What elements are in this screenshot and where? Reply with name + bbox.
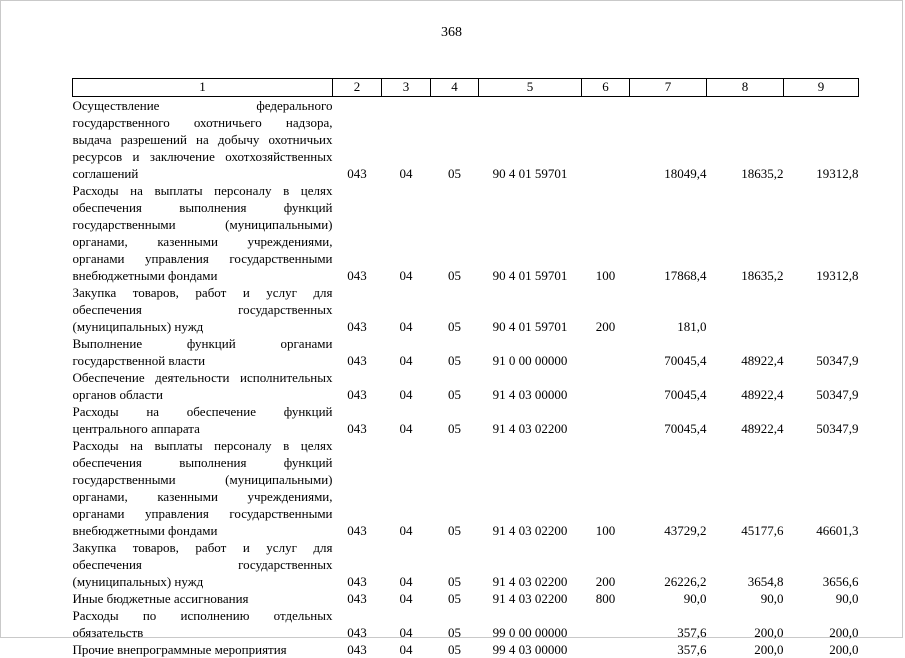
column-header-3: 3 [382, 79, 431, 97]
cell-col-2: 043 [333, 437, 382, 539]
cell-col-8: 48922,4 [707, 403, 784, 437]
cell-col-1: Осуществление федерального государственного охотничьего надзора, выдача разрешений на добычу охотничьих ресурсов и заключение охотхозяйственных соглашений [73, 97, 333, 183]
cell-col-8: 45177,6 [707, 437, 784, 539]
cell-col-2: 043 [333, 97, 382, 183]
cell-col-9: 46601,3 [784, 437, 859, 539]
cell-col-1: Прочие внепрограммные мероприятия [73, 641, 333, 658]
column-header-9: 9 [784, 79, 859, 97]
cell-col-1: Закупка товаров, работ и услуг для обеспечения государственных (муниципальных) нужд [73, 539, 333, 590]
cell-col-9: 50347,9 [784, 403, 859, 437]
cell-col-5: 91 4 03 02200 [479, 403, 582, 437]
table-row [73, 607, 859, 641]
table-row [73, 97, 859, 183]
cell-col-3: 04 [382, 97, 431, 183]
cell-col-4: 05 [431, 641, 479, 658]
cell-col-3: 04 [382, 369, 431, 403]
cell-col-8: 200,0 [707, 607, 784, 641]
cell-col-9 [784, 284, 859, 335]
cell-col-6: 800 [582, 590, 630, 607]
table-row [73, 590, 859, 607]
cell-col-7: 70045,4 [630, 335, 707, 369]
table-row [73, 539, 859, 590]
cell-col-7: 43729,2 [630, 437, 707, 539]
cell-col-1: Выполнение функций органами государственной власти [73, 335, 333, 369]
cell-col-4: 05 [431, 539, 479, 590]
cell-col-6 [582, 369, 630, 403]
table-row [73, 403, 859, 437]
cell-col-4: 05 [431, 369, 479, 403]
cell-col-6 [582, 607, 630, 641]
cell-col-5: 91 4 03 00000 [479, 369, 582, 403]
cell-col-5: 91 4 03 02200 [479, 590, 582, 607]
cell-col-5: 90 4 01 59701 [479, 284, 582, 335]
column-header-4: 4 [431, 79, 479, 97]
cell-col-4: 05 [431, 607, 479, 641]
cell-col-8: 3654,8 [707, 539, 784, 590]
table-body [73, 97, 859, 658]
cell-col-3: 04 [382, 590, 431, 607]
cell-col-6: 200 [582, 284, 630, 335]
page-number: 368 [1, 25, 902, 41]
cell-col-5: 91 4 03 02200 [479, 437, 582, 539]
cell-col-8: 48922,4 [707, 335, 784, 369]
cell-col-6: 200 [582, 539, 630, 590]
table-row [73, 284, 859, 335]
cell-col-4: 05 [431, 403, 479, 437]
cell-col-7: 357,6 [630, 641, 707, 658]
cell-col-2: 043 [333, 369, 382, 403]
cell-col-1: Закупка товаров, работ и услуг для обеспечения государственных (муниципальных) нужд [73, 284, 333, 335]
cell-col-9: 3656,6 [784, 539, 859, 590]
cell-col-9: 200,0 [784, 641, 859, 658]
cell-col-1: Обеспечение деятельности исполнительных органов области [73, 369, 333, 403]
cell-col-2: 043 [333, 590, 382, 607]
table-row [73, 641, 859, 658]
cell-col-5: 91 0 00 00000 [479, 335, 582, 369]
cell-col-1: Иные бюджетные ассигнования [73, 590, 333, 607]
cell-col-3: 04 [382, 641, 431, 658]
cell-col-8: 18635,2 [707, 97, 784, 183]
cell-col-9: 19312,8 [784, 97, 859, 183]
cell-col-9: 50347,9 [784, 369, 859, 403]
cell-col-3: 04 [382, 182, 431, 284]
cell-col-3: 04 [382, 335, 431, 369]
cell-col-7: 90,0 [630, 590, 707, 607]
cell-col-5: 91 4 03 02200 [479, 539, 582, 590]
cell-col-6 [582, 403, 630, 437]
cell-col-6 [582, 641, 630, 658]
cell-col-4: 05 [431, 97, 479, 183]
cell-col-3: 04 [382, 284, 431, 335]
cell-col-9: 50347,9 [784, 335, 859, 369]
cell-col-4: 05 [431, 182, 479, 284]
cell-col-2: 043 [333, 641, 382, 658]
cell-col-9: 90,0 [784, 590, 859, 607]
table-header-row [73, 79, 859, 97]
cell-col-5: 90 4 01 59701 [479, 182, 582, 284]
cell-col-7: 70045,4 [630, 403, 707, 437]
column-header-7: 7 [630, 79, 707, 97]
cell-col-6 [582, 97, 630, 183]
table-row [73, 182, 859, 284]
cell-col-2: 043 [333, 284, 382, 335]
cell-col-7: 70045,4 [630, 369, 707, 403]
cell-col-7: 181,0 [630, 284, 707, 335]
cell-col-7: 18049,4 [630, 97, 707, 183]
cell-col-8: 200,0 [707, 641, 784, 658]
cell-col-1: Расходы на выплаты персоналу в целях обеспечения выполнения функций государственными (муниципальными) органами, казенными учреждениями, органами управления государственными внебюджетными фондами [73, 437, 333, 539]
cell-col-6: 100 [582, 437, 630, 539]
cell-col-8: 90,0 [707, 590, 784, 607]
cell-col-4: 05 [431, 437, 479, 539]
cell-col-4: 05 [431, 590, 479, 607]
table-row [73, 335, 859, 369]
cell-col-5: 90 4 01 59701 [479, 97, 582, 183]
cell-col-1: Расходы на обеспечение функций центрального аппарата [73, 403, 333, 437]
cell-col-2: 043 [333, 539, 382, 590]
cell-col-7: 17868,4 [630, 182, 707, 284]
cell-col-4: 05 [431, 335, 479, 369]
cell-col-3: 04 [382, 539, 431, 590]
cell-col-7: 357,6 [630, 607, 707, 641]
budget-table [72, 78, 859, 658]
table-row [73, 437, 859, 539]
cell-col-9: 200,0 [784, 607, 859, 641]
cell-col-9: 19312,8 [784, 182, 859, 284]
cell-col-2: 043 [333, 335, 382, 369]
column-header-2: 2 [333, 79, 382, 97]
cell-col-6: 100 [582, 182, 630, 284]
cell-col-3: 04 [382, 607, 431, 641]
cell-col-8 [707, 284, 784, 335]
cell-col-3: 04 [382, 437, 431, 539]
cell-col-4: 05 [431, 284, 479, 335]
column-header-8: 8 [707, 79, 784, 97]
cell-col-5: 99 0 00 00000 [479, 607, 582, 641]
table-row [73, 369, 859, 403]
column-header-5: 5 [479, 79, 582, 97]
cell-col-2: 043 [333, 403, 382, 437]
cell-col-5: 99 4 03 00000 [479, 641, 582, 658]
column-header-6: 6 [582, 79, 630, 97]
cell-col-1: Расходы на выплаты персоналу в целях обеспечения выполнения функций государственными (муниципальными) органами, казенными учреждениями, органами управления государственными внебюджетными фондами [73, 182, 333, 284]
column-header-1: 1 [73, 79, 333, 97]
cell-col-1: Расходы по исполнению отдельных обязательств [73, 607, 333, 641]
cell-col-2: 043 [333, 182, 382, 284]
cell-col-8: 48922,4 [707, 369, 784, 403]
cell-col-7: 26226,2 [630, 539, 707, 590]
cell-col-3: 04 [382, 403, 431, 437]
cell-col-2: 043 [333, 607, 382, 641]
cell-col-6 [582, 335, 630, 369]
cell-col-8: 18635,2 [707, 182, 784, 284]
